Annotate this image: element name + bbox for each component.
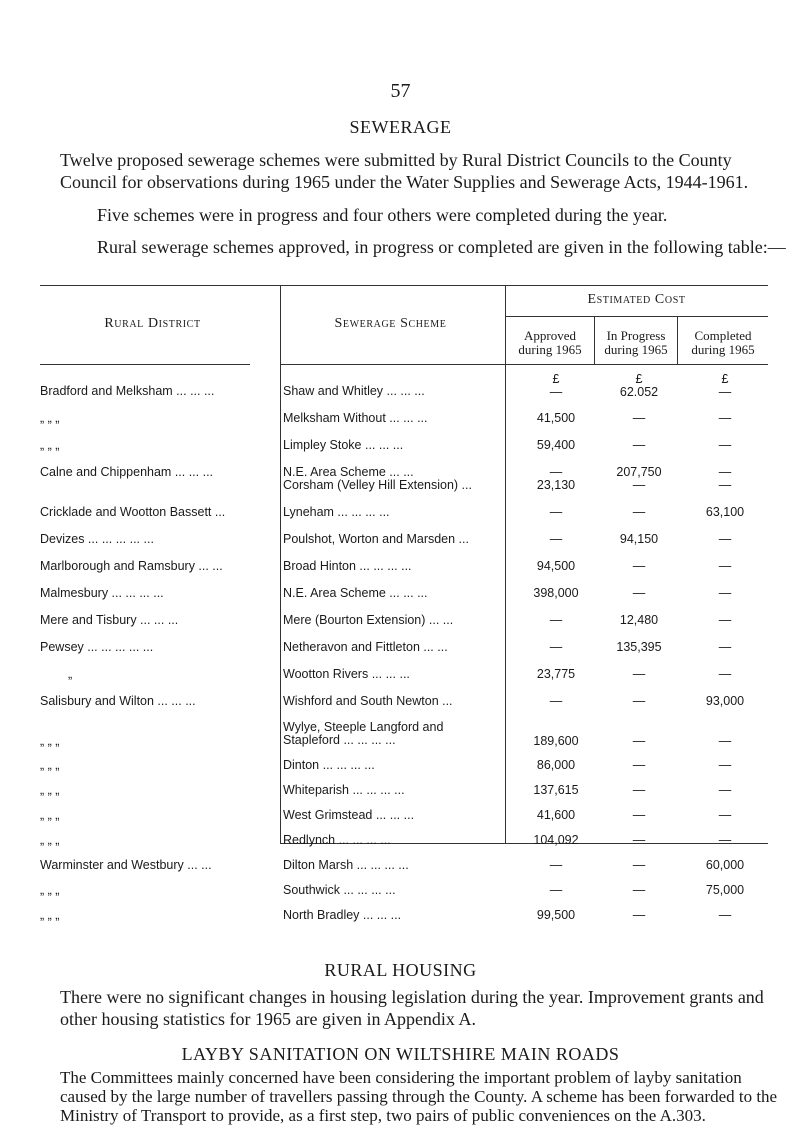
table-row-scheme: Southwick ... ... ... ... — [283, 883, 396, 897]
table-row-in-progress: — — [632, 694, 646, 708]
table-row-district: „ „ „ — [40, 883, 60, 897]
sewerage-heading: SEWERAGE — [349, 117, 452, 137]
header-rural-district: Rural District — [104, 316, 201, 331]
table-row-approved: 59,400 — [536, 438, 576, 452]
table-row-approved: £ — — [549, 372, 563, 399]
table-row-completed: — — [718, 808, 732, 822]
table-row-approved: 41,600 — [536, 808, 576, 822]
table-row-scheme: North Bradley ... ... ... — [283, 908, 402, 922]
table-row-district: Mere and Tisbury ... ... ... — [40, 613, 179, 627]
layby-heading: LAYBY SANITATION ON WILTSHIRE MAIN ROADS — [181, 1044, 620, 1064]
table-row-completed: £ — — [718, 372, 732, 399]
table-row-scheme: West Grimstead ... ... ... — [283, 808, 415, 822]
table-row-approved: 398,000 — [533, 586, 579, 600]
header-completed: Completed during 1965 — [691, 328, 755, 357]
layby-paragraph: The Committees mainly concerned have been considering the important problem of layby sanitation caused by the large number of travellers passing through the County. A scheme has been forwarded to the Ministry of Transport to provide, as a first step, two pairs of public conveniences on the A.303. — [60, 1068, 778, 1125]
table-row-in-progress: — — [632, 438, 646, 452]
table-row-in-progress: — — [632, 559, 646, 573]
table-row-scheme: Wishford and South Newton ... — [283, 694, 453, 708]
table-row-in-progress: 135,395 — [616, 640, 662, 654]
table-row-completed: — — [718, 640, 732, 654]
table-row-completed: — — [718, 586, 732, 600]
table-row-district: Devizes ... ... ... ... ... — [40, 532, 154, 546]
table-row-completed: 60,000 — [705, 858, 745, 872]
table-row-approved: 99,500 — [536, 908, 576, 922]
table-row-district: Marlborough and Ramsbury ... ... — [40, 559, 223, 573]
table-row-district: „ „ „ — [40, 411, 60, 425]
table-row-completed: — — [718, 559, 732, 573]
table-row-in-progress: — — [632, 758, 646, 772]
table-row-completed: 93,000 — [705, 694, 745, 708]
housing-paragraph: There were no significant changes in housing legislation during the year. Improvement grants and other housing statistics for 1965 are given in Appendix A. — [60, 987, 764, 1029]
table-row-scheme: Whiteparish ... ... ... ... — [283, 783, 405, 797]
sewerage-paragraph-1: Twelve proposed sewerage schemes were submitted by Rural District Councils to the County Council for observations during 1965 under the Water Supplies and Sewerage Acts, 1944-1961. — [60, 150, 749, 192]
table-row-scheme: Wylye, Steeple Langford and Stapleford ... ... ... ... — [283, 720, 444, 747]
table-row-in-progress: — — [632, 411, 646, 425]
table-row-approved: 94,500 — [536, 559, 576, 573]
table-row-in-progress: 207,750 — — [616, 465, 662, 492]
table-row-approved: 86,000 — [536, 758, 576, 772]
table-row-scheme: Shaw and Whitley ... ... ... — [283, 384, 425, 398]
header-sewerage-scheme: Sewerage Scheme — [334, 316, 447, 331]
table-row-district: „ „ „ — [40, 783, 60, 797]
table-row-approved: 189,600 — [533, 734, 579, 748]
table-row-in-progress: — — [632, 908, 646, 922]
table-row-scheme: Broad Hinton ... ... ... ... — [283, 559, 412, 573]
table-row-in-progress: 94,150 — [619, 532, 659, 546]
table-row-scheme: Netheravon and Fittleton ... ... — [283, 640, 448, 654]
table-row-approved: — — [549, 613, 563, 627]
table-row-approved: — — [549, 858, 563, 872]
table-row-in-progress: — — [632, 858, 646, 872]
table-row-district: „ „ „ — [40, 808, 60, 822]
table-row-approved: 23,775 — [536, 667, 576, 681]
table-row-scheme: Dilton Marsh ... ... ... ... — [283, 858, 409, 872]
table-row-completed: — — [718, 438, 732, 452]
table-row-scheme: Redlynch ... ... ... ... — [283, 833, 391, 847]
table-row-district: Cricklade and Wootton Bassett ... — [40, 505, 226, 519]
table-row-completed: 75,000 — [705, 883, 745, 897]
table-row-district: Bradford and Melksham ... ... ... — [40, 384, 215, 398]
table-row-scheme: Melksham Without ... ... ... — [283, 411, 428, 425]
table-row-district: Pewsey ... ... ... ... ... — [40, 640, 154, 654]
table-row-in-progress: — — [632, 667, 646, 681]
table-row-completed: — — — [718, 465, 732, 492]
table-row-scheme: Lyneham ... ... ... ... — [283, 505, 390, 519]
table-row-completed: — — [718, 667, 732, 681]
table-row-scheme: Wootton Rivers ... ... ... — [283, 667, 410, 681]
sewerage-paragraph-2: Five schemes were in progress and four others were completed during the year. — [97, 205, 668, 225]
table-row-approved: — 23,130 — [536, 465, 576, 492]
table-row-completed: — — [718, 734, 732, 748]
table-row-in-progress: — — [632, 586, 646, 600]
table-row-completed: 63,100 — [705, 505, 745, 519]
table-row-completed: — — [718, 833, 732, 847]
table-row-scheme: Limpley Stoke ... ... ... — [283, 438, 404, 452]
table-row-approved: — — [549, 883, 563, 897]
table-row-scheme: Dinton ... ... ... ... — [283, 758, 375, 772]
table-row-in-progress: — — [632, 808, 646, 822]
housing-heading: RURAL HOUSING — [324, 960, 477, 980]
table-row-scheme: Mere (Bourton Extension) ... ... — [283, 613, 454, 627]
table-row-district: „ — [68, 667, 73, 681]
table-row-completed: — — [718, 783, 732, 797]
table-row-district: Salisbury and Wilton ... ... ... — [40, 694, 196, 708]
table-row-district: „ „ „ — [40, 438, 60, 452]
table-row-completed: — — [718, 532, 732, 546]
table-row-completed: — — [718, 613, 732, 627]
table-row-approved: — — [549, 532, 563, 546]
table-row-in-progress: — — [632, 783, 646, 797]
table-row-district: „ „ „ — [40, 758, 60, 772]
page-number: 57 — [390, 80, 411, 102]
table-row-in-progress: — — [632, 505, 646, 519]
table-row-in-progress: — — [632, 734, 646, 748]
table-row-approved: 137,615 — [533, 783, 579, 797]
table-row-in-progress: 12,480 — [619, 613, 659, 627]
table-row-in-progress: — — [632, 833, 646, 847]
table-row-approved: 41,500 — [536, 411, 576, 425]
table-row-approved: — — [549, 694, 563, 708]
table-row-approved: — — [549, 505, 563, 519]
table-row-scheme: Poulshot, Worton and Marsden ... — [283, 532, 469, 546]
table-row-in-progress: £ 62.052 — [619, 372, 659, 399]
table-row-district: „ „ „ — [40, 908, 60, 922]
table-row-completed: — — [718, 758, 732, 772]
table-row-scheme: N.E. Area Scheme ... ... Corsham (Velley Hill Extension) ... — [283, 465, 472, 492]
header-estimated-cost: Estimated Cost — [587, 292, 686, 307]
sewerage-schemes-table — [40, 285, 768, 845]
table-row-in-progress: — — [632, 883, 646, 897]
table-row-scheme: N.E. Area Scheme ... ... ... — [283, 586, 428, 600]
table-row-approved: 104,092 — [533, 833, 579, 847]
table-row-completed: — — [718, 908, 732, 922]
header-in-progress: In Progress during 1965 — [604, 328, 668, 357]
table-row-completed: — — [718, 411, 732, 425]
table-row-district: „ „ „ — [40, 833, 60, 847]
table-row-district: Calne and Chippenham ... ... ... — [40, 465, 214, 479]
table-row-district: Malmesbury ... ... ... ... — [40, 586, 164, 600]
header-approved: Approved during 1965 — [518, 328, 582, 357]
table-row-district: „ „ „ — [40, 734, 60, 748]
table-row-district: Warminster and Westbury ... ... — [40, 858, 212, 872]
table-row-approved: — — [549, 640, 563, 654]
sewerage-paragraph-3: Rural sewerage schemes approved, in progress or completed are given in the following table:— — [97, 237, 786, 257]
